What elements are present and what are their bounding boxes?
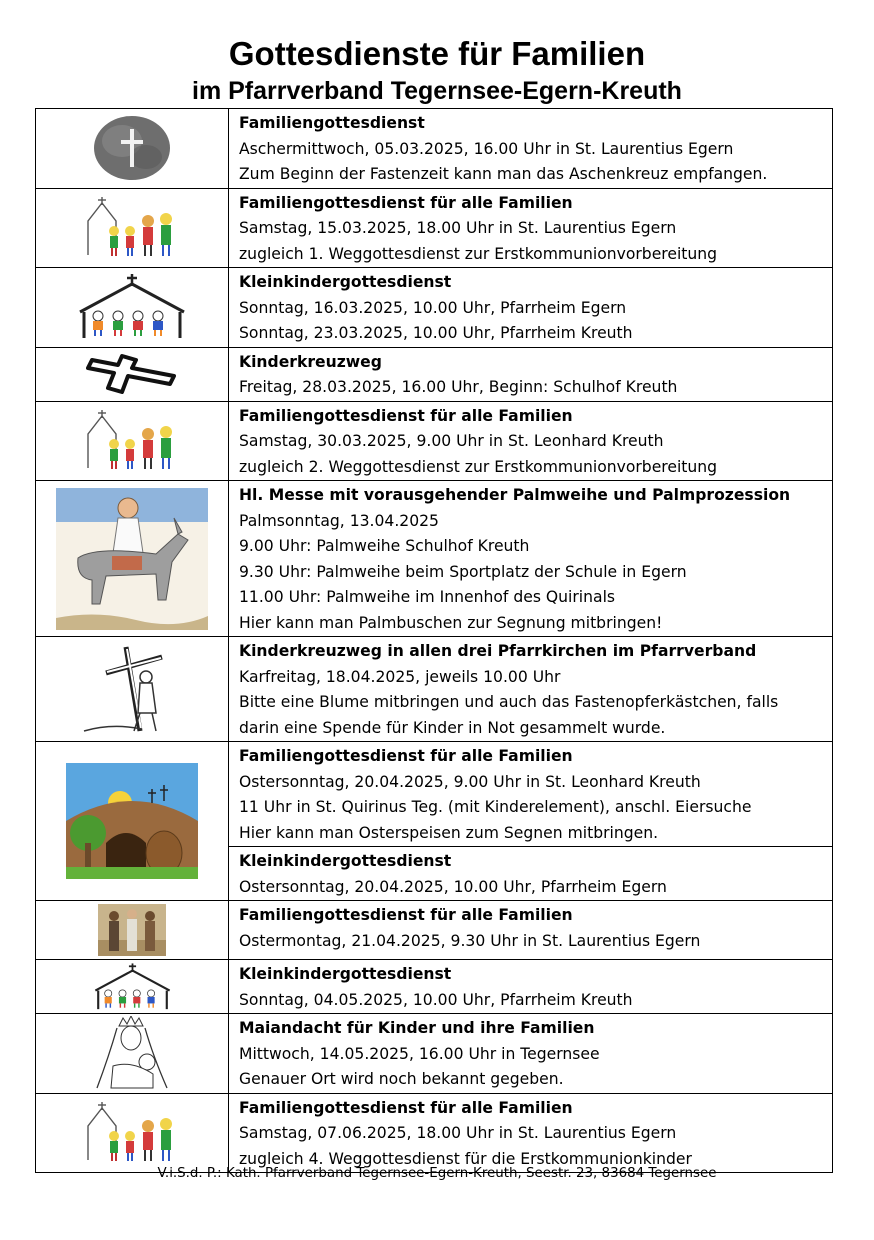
event-detail: Ostersonntag, 20.04.2025, 9.00 Uhr in St. Leonhard Kreuth: [239, 772, 701, 791]
footer-imprint: V.i.S.d. P.: Kath. Pfarrverband Tegernsee-Egern-Kreuth, Seestr. 23, 83684 Tegernsee: [157, 1166, 717, 1181]
event-text-cell: [229, 401, 833, 481]
event-text-cell: [229, 188, 833, 268]
event-title: Familiengottesdienst für alle Familien: [239, 747, 573, 765]
jesus-donkey-icon: [56, 550, 208, 567]
page-subtitle: im Pfarrverband Tegernsee-Egern-Kreuth: [192, 77, 682, 105]
event-picture-cell: [36, 481, 229, 637]
event-detail: Samstag, 15.03.2025, 18.00 Uhr in St. Laurentius Egern: [239, 219, 677, 237]
event-title: Familiengottesdienst für alle Familien: [239, 406, 573, 425]
event-detail: 9.30 Uhr: Palmweihe beim Sportplatz der Schule in Egern: [239, 562, 687, 581]
event-row: [36, 960, 833, 1014]
event-title: Maiandacht für Kinder und ihre Familien: [239, 1019, 595, 1037]
event-text-cell: [229, 960, 833, 1014]
event-row: [36, 637, 833, 742]
event-detail: 11 Uhr in St. Quirinus Teg. (mit Kinderelement), anschl. Eiersuche: [239, 798, 752, 816]
cross-bearer-icon: [82, 680, 182, 697]
event-row: [36, 268, 833, 348]
event-text-cell: [229, 742, 833, 847]
event-row: [36, 481, 833, 637]
event-row: [36, 109, 833, 189]
event-detail: Karfreitag, 18.04.2025, jeweils 10.00 Uhr: [239, 667, 561, 686]
ash-cross-icon: [92, 139, 172, 156]
event-picture-cell: [36, 1093, 229, 1173]
event-detail: darin eine Spende für Kinder in Not gesammelt wurde.: [239, 718, 666, 737]
events-table: [35, 108, 833, 1173]
event-title: Hl. Messe mit vorausgehender Palmweihe und Palmprozession: [239, 486, 791, 504]
event-detail: 11.00 Uhr: Palmweihe im Innenhof des Quirinals: [239, 588, 616, 606]
event-picture-cell: [36, 401, 229, 481]
event-detail: Palmsonntag, 13.04.2025: [239, 511, 439, 530]
event-detail: Freitag, 28.03.2025, 16.00 Uhr, Beginn: Schulhof Kreuth: [239, 378, 678, 396]
event-title: Kinderkreuzweg in allen drei Pfarrkirchen im Pfarrverband: [239, 642, 757, 660]
event-picture-cell: [36, 742, 229, 901]
event-picture-cell: [36, 347, 229, 401]
event-title: Familiengottesdienst für alle Familien: [239, 193, 573, 212]
event-detail: Samstag, 07.06.2025, 18.00 Uhr in St. Laurentius Egern: [239, 1124, 677, 1142]
family-church-icon: [86, 1124, 178, 1141]
children-church-icon: [76, 298, 188, 315]
event-detail: Genauer Ort wird noch bekannt gegeben.: [239, 1070, 564, 1088]
event-title: Familiengottesdienst für alle Familien: [239, 1098, 573, 1117]
event-detail: Ostersonntag, 20.04.2025, 10.00 Uhr, Pfarrheim Egern: [239, 877, 667, 896]
event-detail: Hier kann man Osterspeisen zum Segnen mitbringen.: [239, 823, 659, 842]
event-detail: Samstag, 30.03.2025, 9.00 Uhr in St. Leonhard Kreuth: [239, 432, 664, 450]
event-title: Kinderkreuzweg: [239, 352, 382, 371]
empty-tomb-icon: [66, 812, 198, 829]
children-church-icon: [92, 978, 173, 995]
page-title: Gottesdienste für Familien: [228, 35, 646, 72]
event-title: Kleinkindergottesdienst: [239, 965, 452, 983]
event-text-cell: [229, 1093, 833, 1173]
event-picture-cell: [36, 268, 229, 348]
event-detail: Mittwoch, 14.05.2025, 16.00 Uhr in Tegernsee: [239, 1044, 600, 1063]
event-title: Familiengottesdienst: [239, 114, 425, 132]
event-text-cell: [229, 109, 833, 189]
event-text-cell: [229, 901, 833, 960]
event-detail: Zum Beginn der Fastenzeit kann man das Aschenkreuz empfangen.: [239, 165, 768, 183]
event-picture-cell: [36, 109, 229, 189]
event-picture-cell: [36, 960, 229, 1014]
event-picture-cell: [36, 1014, 229, 1094]
family-church-icon: [86, 219, 178, 236]
emmaus-disciples-icon: [98, 921, 166, 938]
event-picture-cell: [36, 637, 229, 742]
event-row: [36, 188, 833, 268]
event-row: [36, 742, 833, 847]
event-text-cell: [229, 268, 833, 348]
event-detail: Hier kann man Palmbuschen zur Segnung mitbringen!: [239, 613, 663, 632]
family-church-icon: [86, 432, 178, 449]
event-title: Familiengottesdienst für alle Familien: [239, 906, 573, 924]
event-detail: zugleich 2. Weggottesdienst zur Erstkommunionvorbereitung: [239, 457, 718, 476]
event-detail: Aschermittwoch, 05.03.2025, 16.00 Uhr in St. Laurentius Egern: [239, 139, 734, 158]
event-row: [36, 1093, 833, 1173]
event-row: [36, 347, 833, 401]
event-picture-cell: [36, 188, 229, 268]
event-detail: zugleich 4. Weggottesdienst für die Erstkommunionkinder: [239, 1149, 692, 1168]
event-text-cell: [229, 1014, 833, 1094]
event-detail: 9.00 Uhr: Palmweihe Schulhof Kreuth: [239, 537, 530, 555]
event-title: Kleinkindergottesdienst: [239, 273, 452, 291]
event-detail: zugleich 1. Weggottesdienst zur Erstkommunionvorbereitung: [239, 244, 718, 263]
event-detail: Ostermontag, 21.04.2025, 9.30 Uhr in St. Laurentius Egern: [239, 931, 701, 950]
cross-outline-icon: [82, 365, 182, 382]
event-row: [36, 401, 833, 481]
event-detail: Bitte eine Blume mitbringen und auch das Fastenopferkästchen, falls: [239, 693, 779, 711]
event-text-cell: [229, 637, 833, 742]
event-text-cell: [229, 347, 833, 401]
event-detail: Sonntag, 23.03.2025, 10.00 Uhr, Pfarrheim Kreuth: [239, 324, 633, 342]
event-text-cell: [229, 847, 833, 901]
mary-child-icon: [91, 1044, 173, 1061]
event-detail: Sonntag, 04.05.2025, 10.00 Uhr, Pfarrheim Kreuth: [239, 990, 633, 1009]
event-picture-cell: [36, 901, 229, 960]
event-title: Kleinkindergottesdienst: [239, 852, 452, 870]
event-text-cell: [229, 481, 833, 637]
event-detail: Sonntag, 16.03.2025, 10.00 Uhr, Pfarrheim Egern: [239, 298, 627, 317]
event-row: [36, 1014, 833, 1094]
event-row: [36, 901, 833, 960]
